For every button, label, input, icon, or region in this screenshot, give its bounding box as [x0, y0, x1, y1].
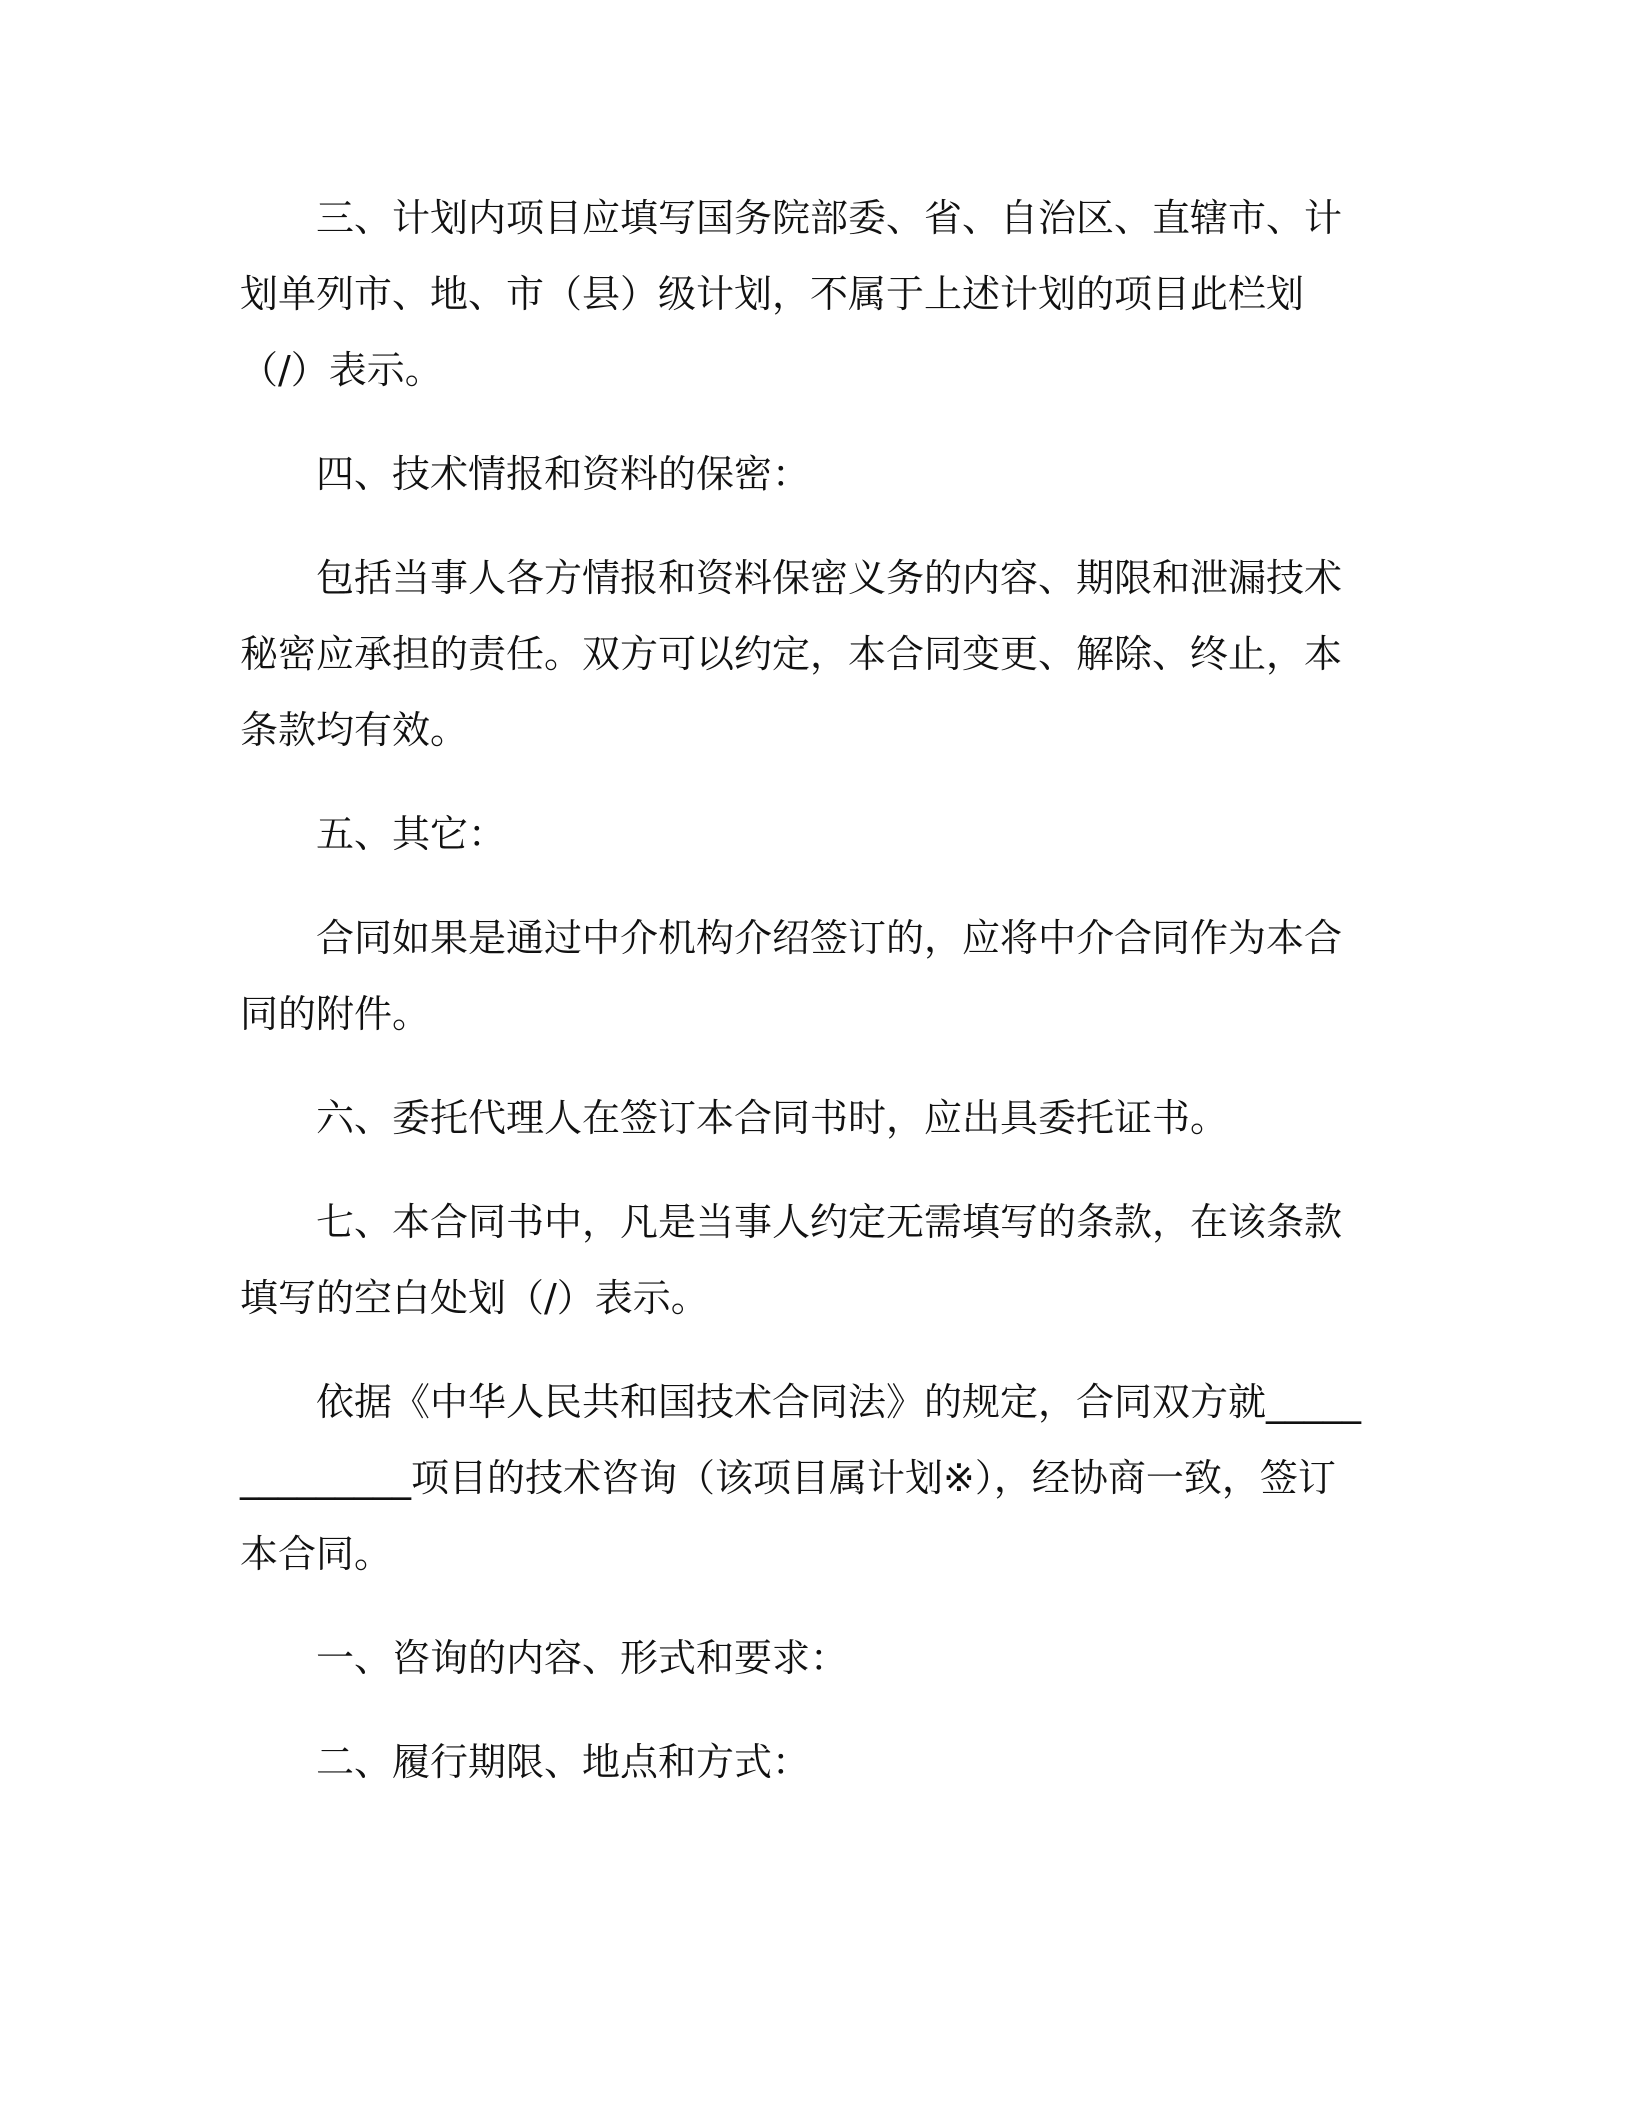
heading-other: 五、其它：: [316, 812, 507, 856]
document-body: [240, 180, 1370, 1828]
paragraph-blank-fields: 七、本合同书中，凡是当事人约定无需填写的条款，在该条款填写的空白处划（/）表示。: [240, 1200, 1343, 1320]
heading-performance-terms: 二、履行期限、地点和方式：: [316, 1740, 811, 1784]
paragraph-intermediary: 合同如果是通过中介机构介绍签订的，应将中介合同作为本合同的附件。: [240, 916, 1343, 1036]
heading-confidentiality: 四、技术情报和资料的保密：: [316, 452, 811, 496]
paragraph-confidentiality: 包括当事人各方情报和资料保密义务的内容、期限和泄漏技术秘密应承担的责任。双方可以约定，本合同变更、解除、终止，本条款均有效。: [240, 556, 1343, 752]
heading-consulting-content: 一、咨询的内容、形式和要求：: [316, 1636, 849, 1680]
paragraph-agent-certificate: 六、委托代理人在签订本合同书时，应出具委托证书。: [316, 1096, 1229, 1140]
paragraph-planned-project-note: 三、计划内项目应填写国务院部委、省、自治区、直辖市、计划单列市、地、市（县）级计划，不属于上述计划的项目此栏划（/）表示。: [240, 196, 1343, 392]
paragraph-contract-basis: 依据《中华人民共和国技术合同法》的规定，合同双方就______________项目的技术咨询（该项目属计划※），经协商一致，签订本合同。: [240, 1380, 1362, 1576]
